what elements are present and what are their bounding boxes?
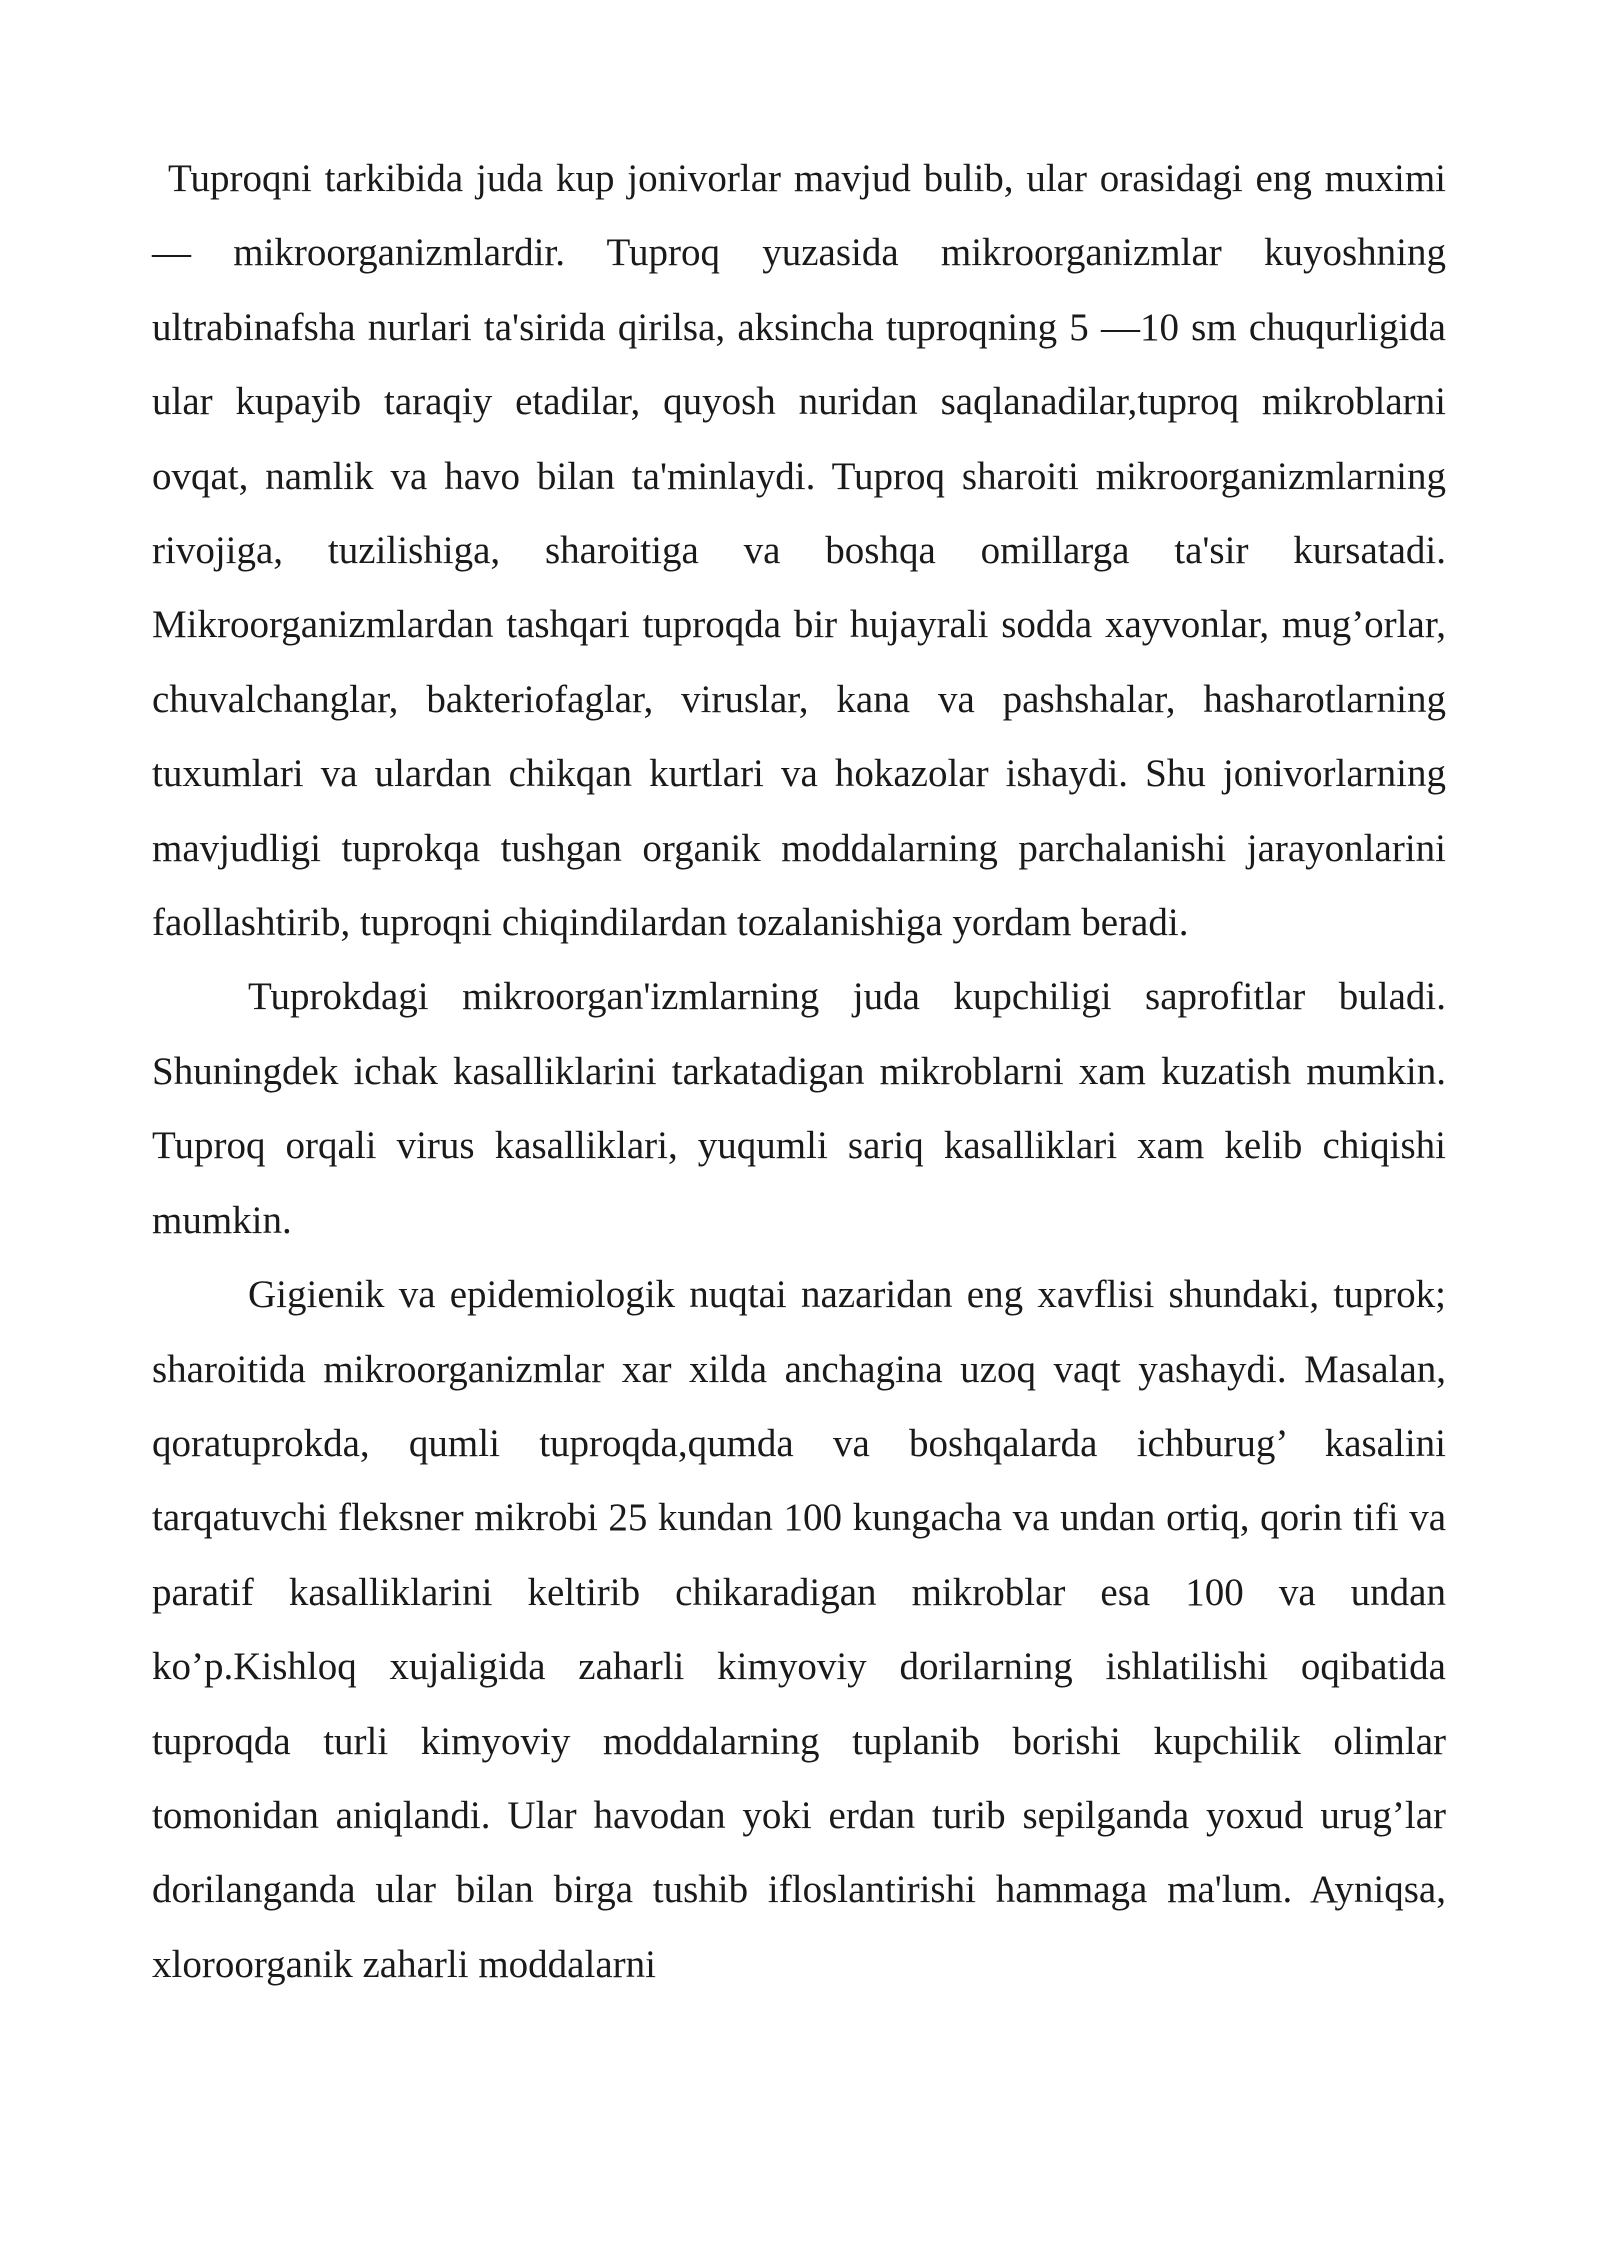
paragraph-saprophytes: Tuprokdagi mikroorgan'izmlarning juda kupchiligi saprofitlar buladi. Shuningdek ichak kasalliklarini tarkatadigan mikroblarni xam kuzatish mumkin. Tuproq orqali virus kasalliklari, yuqumli sariq kasalliklari xam kelib chiqishi mumkin. <box>152 975 1446 1242</box>
paragraph-soil-organisms: Tuproqni tarkibida juda kup jonivorlar mavjud bulib, ular orasidagi eng muximi — mikroorganizmlardir. Tuproq yuzasida mikroorganizmlar kuyoshning ultrabinafsha nurlari ta'sirida qirilsa, aksincha tuproqning 5 —10 sm chuqurligida ular kupayib taraqiy etadilar, quyosh nuridan saqlanadilar,tuproq mikroblarni ovqat, namlik va havo bilan ta'minlaydi. Tuproq sharoiti mikroorganizmlarning rivojiga, tuzilishiga, sharoitiga va boshqa omillarga ta'sir kursatadi. Mikroorganizmlardan tashqari tuproqda bir hujayrali sodda xayvonlar, mug’orlar, chuvalchanglar, bakteriofaglar, viruslar, kana va pashshalar, hasharotlarning tuxumlari va ulardan chikqan kurtlari va hokazolar ishaydi. Shu jonivorlarning mavjudligi tuprokqa tushgan organik moddalarning parchalanishi jarayonlarini faollashtirib, tuproqni chiqindilardan tozalanishiga yordam beradi. <box>152 157 1446 945</box>
paragraph-epidemiology: Gigienik va epidemiologik nuqtai nazaridan eng xavflisi shundaki, tuprok; sharoitida mikroorganizmlar xar xilda anchagina uzoq vaqt yashaydi. Masalan, qoratuprokda, qumli tuproqda,qumda va boshqalarda ichburug’ kasalini tarqatuvchi fleksner mikrobi 25 kundan 100 kungacha va undan ortiq, qorin tifi va paratif kasalliklarini keltirib chikaradigan mikroblar esa 100 va undan ko’p.Kishloq xujaligida zaharli kimyoviy dorilarning ishlatilishi oqibatida tuproqda turli kimyoviy moddalarning tuplanib borishi kupchilik olimlar tomonidan aniqlandi. Ular havodan yoki erdan turib sepilganda yoxud urug’lar dorilanganda ular bilan birga tushib ifloslantirishi hammaga ma'lum. Ayniqsa, xloroorganik zaharli moddalarni <box>152 1273 1446 1986</box>
document-body <box>152 142 1446 2002</box>
